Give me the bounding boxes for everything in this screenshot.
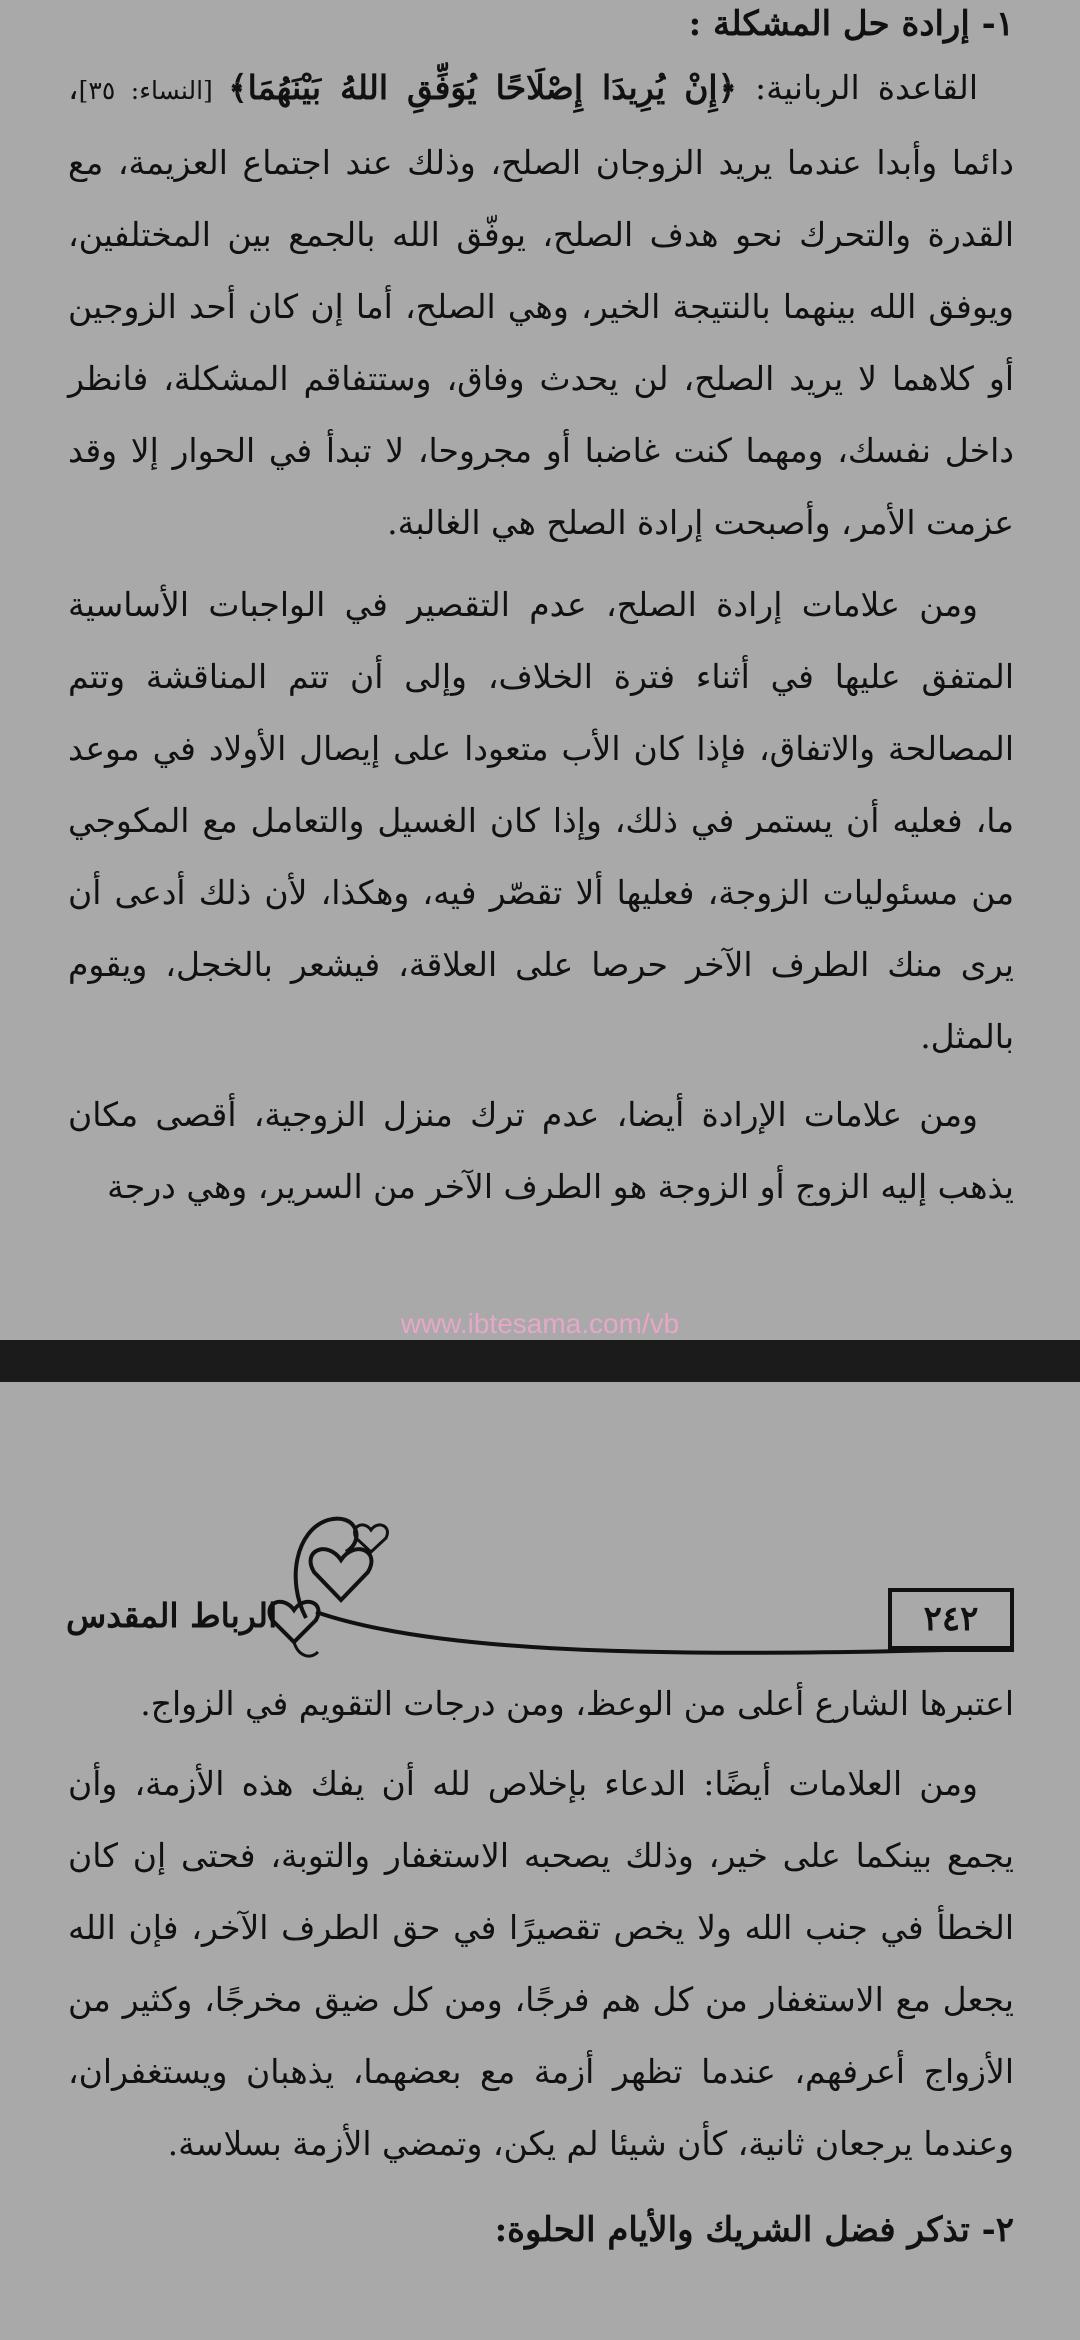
page-number: ٢٤٢ [888, 1588, 1014, 1652]
quran-verse: ﴿إِنْ يُرِيدَا إِصْلَاحًا يُوَفِّقِ اللهُ بَيْنَهُمَا﴾ [228, 68, 737, 107]
page-header [66, 1500, 1014, 1670]
page-divider [0, 1340, 1080, 1382]
paragraph-3: ومن علامات الإرادة أيضا، عدم ترك منزل الزوجية، أقصى مكان يذهب إليه الزوج أو الزوجة هو الطرف الآخر من السرير، وهي درجة [68, 1095, 1014, 1206]
paragraph-4: اعتبرها الشارع أعلى من الوعظ، ومن درجات التقويم في الزواج. [140, 1684, 1014, 1723]
paragraph-5: ومن العلامات أيضًا: الدعاء بإخلاص لله أن يفك هذه الأزمة، وأن يجمع بينكما على خير، وذلك يصحبه الاستغفار والتوبة، فحتى إن كان الخطأ في جنب الله ولا يخص تقصيرًا في حق الطرف الآخر، فإن الله يجعل مع الاستغفار من كل هم فرجًا، ومن كل ضيق مخرجًا، وكثير من الأزواج أعرفهم، عندما تظهر أزمة مع بعضهما، يذهبان ويستغفران، وعندما يرجعان ثانية، كأن شيئا لم يكن، وتمضي الأزمة بسلاسة. [68, 1764, 1014, 2163]
paragraph-1-rest: ، دائما وأبدا عندما يريد الزوجان الصلح، وذلك عند اجتماع العزيمة، مع القدرة والتحرك نحو هدف الصلح، يوفّق الله بالجمع بين المختلفين، ويوفق الله بينهما بالنتيجة الخير، وهي الصلح، أما إن كان أحد الزوجين أو كلاهما لا يريد الصلح، لن يحدث وفاق، وستتفاقم المشكلة، فانظر داخل نفسك، ومهما كنت غاضبا أو مجروحا، لا تبدأ في الحوار إلا وقد عزمت الأمر، وأصبحت إرادة الصلح هي الغالبة. [68, 68, 1014, 542]
hearts-ornament-icon [66, 1500, 1014, 1670]
bottom-page-text [68, 1668, 1014, 2258]
paragraph-1 [68, 52, 1014, 559]
verse-citation: [النساء: ٣٥] [78, 76, 229, 105]
section-heading-2: ٢- تذكر فضل الشريك والأيام الحلوة: [494, 2210, 1014, 2250]
top-page-text [68, 0, 1014, 1223]
paragraph-2: ومن علامات إرادة الصلح، عدم التقصير في الواجبات الأساسية المتفق عليها في أثناء فترة الخلاف، وإلى أن تتم المناقشة وتتم المصالحة والاتفاق، فإذا كان الأب متعودا على إيصال الأولاد في موعد ما، فعليه أن يستمر في ذلك، وإذا كان الغسيل والتعامل مع المكوجي من مسئوليات الزوجة، فعليها ألا تقصّر فيه، وهكذا، لأن ذلك أدعى أن يرى منك الطرف الآخر حرصا على العلاقة، فيشعر بالخجل، ويقوم بالمثل. [68, 585, 1014, 1056]
paragraph-1-intro: القاعدة الربانية: [736, 68, 978, 107]
watermark: www.ibtesama.com/vb [400, 1308, 680, 1339]
section-heading-1: ١- إرادة حل المشكلة : [688, 4, 1014, 44]
book-title: الرباط المقدس [66, 1596, 278, 1635]
